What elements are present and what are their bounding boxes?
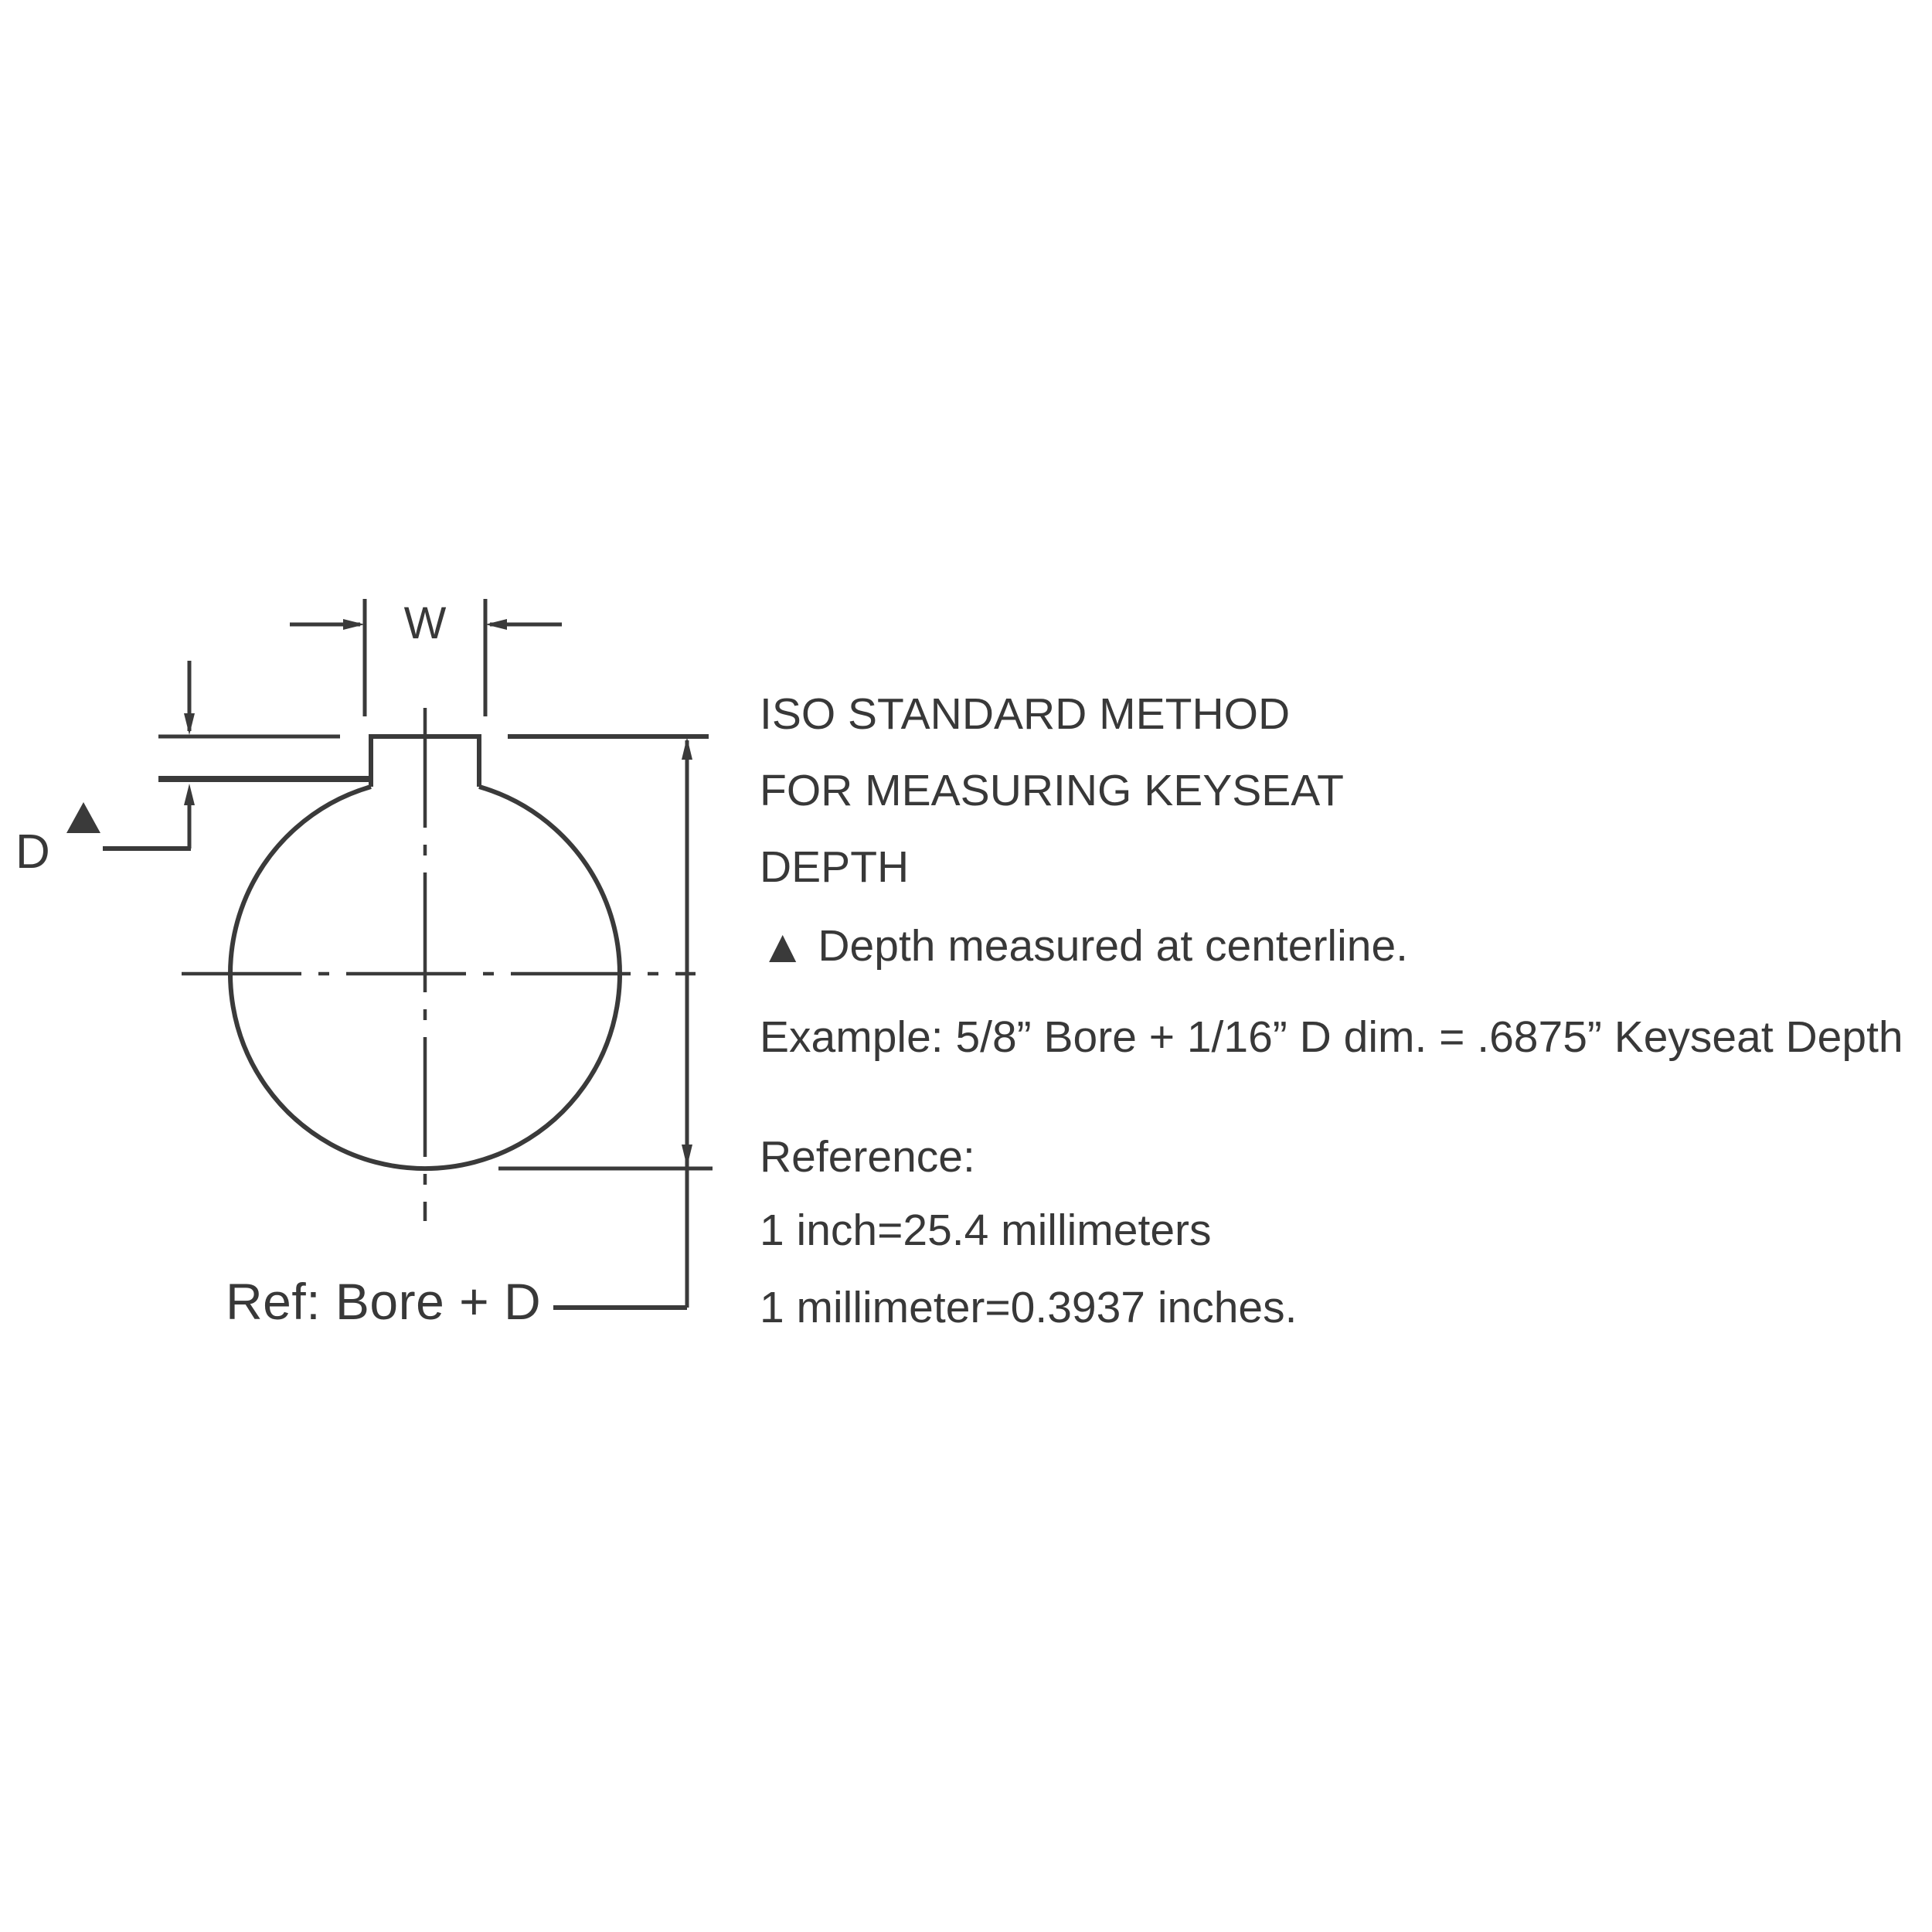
depth-note-text: Depth measured at centerline. <box>818 921 1408 971</box>
ref-dimension-label: Ref: Bore + D <box>226 1273 542 1330</box>
depth-note-line <box>760 920 1408 972</box>
ref-arrow-down-head <box>682 1145 692 1167</box>
title-line-2: FOR MEASURING KEYSEAT <box>760 766 1344 815</box>
d-dimension <box>66 661 340 849</box>
example-line: Example: 5/8” Bore + 1/16” D dim. = .6875” Keyseat Depth <box>760 1012 1903 1062</box>
w-arrow-right-head <box>485 619 507 630</box>
ref-dimension <box>498 736 713 1308</box>
w-arrow-left-head <box>343 619 365 630</box>
conversion-line-2: 1 millimeter=0.3937 inches. <box>760 1283 1298 1332</box>
d-arrow-down-head <box>184 713 195 735</box>
d-arrow-up-head <box>184 784 195 805</box>
d-triangle-marker-icon <box>66 802 100 833</box>
width-dimension-label: W <box>403 598 447 648</box>
reference-heading: Reference: <box>760 1132 975 1182</box>
conversion-line-1: 1 inch=25.4 millimeters <box>760 1206 1212 1255</box>
ref-arrow-up-head <box>682 737 692 760</box>
title-line-3: DEPTH <box>760 842 910 892</box>
title-line-1: ISO STANDARD METHOD <box>760 689 1291 739</box>
triangle-footnote-icon: ▲ <box>760 920 806 972</box>
depth-dimension-label: D <box>15 825 50 879</box>
